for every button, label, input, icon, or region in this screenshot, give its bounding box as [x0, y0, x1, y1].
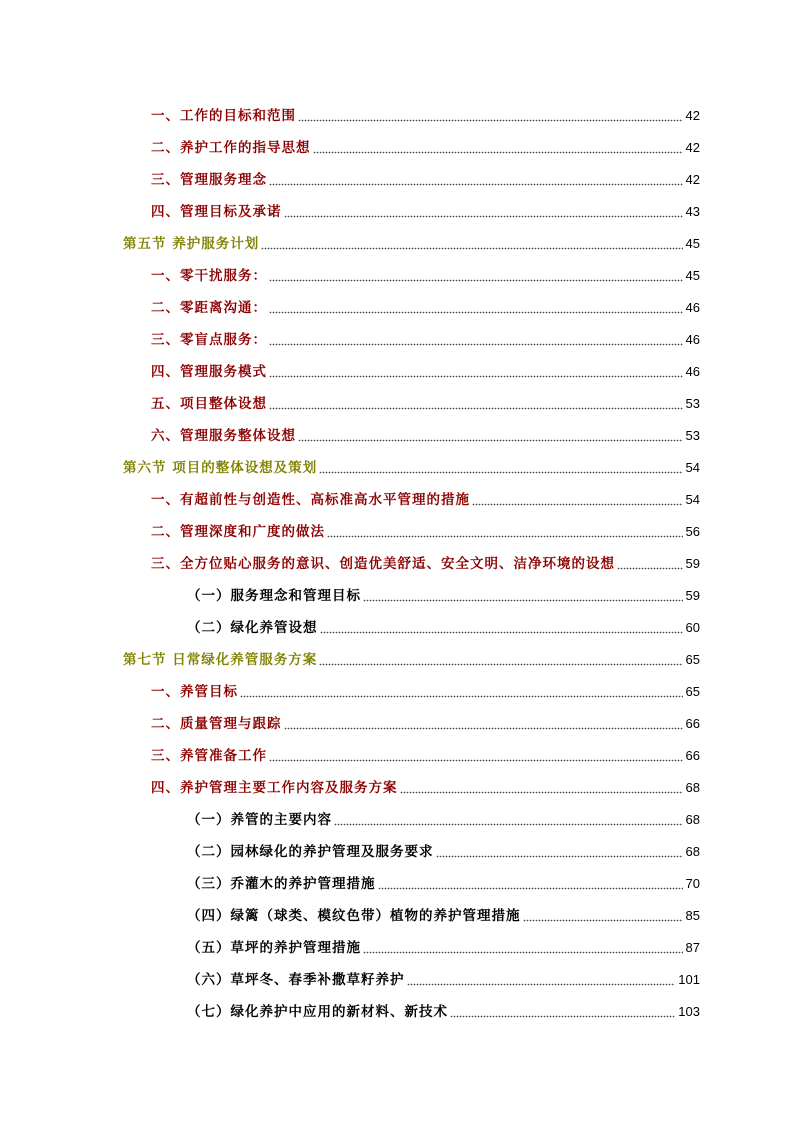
toc-leader-dots [269, 334, 683, 346]
toc-entry-page-number: 42 [685, 172, 700, 187]
toc-entry-title: 三、养管准备工作 [151, 748, 267, 764]
toc-entry-title: （一）养管的主要内容 [187, 812, 332, 828]
toc-entry-page-number: 65 [685, 684, 700, 699]
toc-leader-dots [407, 974, 676, 986]
toc-leader-dots [298, 430, 683, 442]
toc-leader-dots [400, 782, 683, 794]
toc-entry-page-number: 66 [685, 748, 700, 763]
toc-entry-title: 一、有超前性与创造性、高标准高水平管理的措施 [151, 492, 470, 508]
toc-entry-title: 一、工作的目标和范围 [151, 108, 296, 124]
toc-entry[interactable] [0, 157, 793, 189]
toc-entry[interactable] [0, 541, 793, 573]
toc-entry-title: 二、质量管理与跟踪 [151, 716, 282, 732]
toc-entry-title: （六）草坪冬、春季补撒草籽养护 [187, 972, 405, 988]
toc-leader-dots [269, 750, 683, 762]
toc-leader-dots [378, 878, 683, 890]
toc-entry-title: 六、管理服务整体设想 [151, 428, 296, 444]
toc-entry[interactable] [0, 253, 793, 285]
toc-entry-page-number: 68 [685, 780, 700, 795]
toc-entry-title: 第六节 项目的整体设想及策划 [123, 460, 318, 476]
toc-entry-title: 四、管理目标及承诺 [151, 204, 282, 220]
toc-entry-title: （五）草坪的养护管理措施 [187, 940, 361, 956]
toc-leader-dots [269, 398, 683, 410]
toc-entry-page-number: 56 [685, 524, 700, 539]
toc-entry-page-number: 101 [678, 972, 700, 987]
toc-entry-page-number: 45 [685, 268, 700, 283]
toc-leader-dots [327, 526, 683, 538]
toc-entry-title: 一、零干扰服务： [151, 268, 267, 284]
toc-entry-page-number: 54 [685, 492, 700, 507]
toc-entry[interactable] [0, 573, 793, 605]
toc-entry-title: 四、管理服务模式 [151, 364, 267, 380]
toc-entry[interactable] [0, 829, 793, 861]
toc-leader-dots [319, 462, 682, 474]
toc-entry-page-number: 43 [685, 204, 700, 219]
toc-entry-title: 二、零距离沟通： [151, 300, 267, 316]
toc-entry-page-number: 66 [685, 716, 700, 731]
toc-entry-page-number: 46 [685, 300, 700, 315]
toc-leader-dots [617, 558, 683, 570]
toc-entry-page-number: 60 [685, 620, 700, 635]
toc-entry-title: 三、全方位贴心服务的意识、创造优美舒适、安全文明、洁净环境的设想 [151, 556, 615, 572]
toc-entry[interactable] [0, 189, 793, 221]
toc-leader-dots [269, 270, 683, 282]
toc-entry-page-number: 68 [685, 844, 700, 859]
toc-entry[interactable] [0, 637, 793, 669]
toc-leader-dots [269, 174, 683, 186]
toc-entry-page-number: 46 [685, 364, 700, 379]
toc-entry[interactable] [0, 861, 793, 893]
toc-leader-dots [363, 590, 683, 602]
toc-leader-dots [450, 1006, 675, 1018]
toc-entry[interactable] [0, 605, 793, 637]
toc-entry-title: 三、管理服务理念 [151, 172, 267, 188]
toc-entry-page-number: 53 [685, 396, 700, 411]
toc-entry-page-number: 65 [685, 652, 700, 667]
toc-leader-dots [436, 846, 683, 858]
toc-entry-page-number: 59 [685, 588, 700, 603]
toc-leader-dots [240, 686, 683, 698]
toc-leader-dots [261, 238, 682, 250]
toc-leader-dots [298, 110, 683, 122]
toc-leader-dots [284, 718, 683, 730]
toc-entry-page-number: 87 [685, 940, 700, 955]
toc-leader-dots [320, 622, 683, 634]
toc-entry[interactable] [0, 413, 793, 445]
toc-entry[interactable] [0, 925, 793, 957]
toc-entry-page-number: 42 [685, 140, 700, 155]
toc-entry-page-number: 42 [685, 108, 700, 123]
toc-entry[interactable] [0, 701, 793, 733]
toc-entry-title: （七）绿化养护中应用的新材料、新技术 [187, 1004, 448, 1020]
toc-entry-page-number: 53 [685, 428, 700, 443]
toc-entry-title: 二、养护工作的指导思想 [151, 140, 311, 156]
toc-entry-page-number: 68 [685, 812, 700, 827]
toc-entry-title: （二）园林绿化的养护管理及服务要求 [187, 844, 434, 860]
toc-leader-dots [472, 494, 683, 506]
toc-entry-title: （一）服务理念和管理目标 [187, 588, 361, 604]
toc-entry-page-number: 85 [685, 908, 700, 923]
toc-entry[interactable] [0, 669, 793, 701]
toc-leader-dots [363, 942, 683, 954]
toc-entry[interactable] [0, 957, 793, 989]
toc-leader-dots [284, 206, 683, 218]
toc-leader-dots [269, 302, 683, 314]
toc-leader-dots [334, 814, 683, 826]
toc-entry[interactable] [0, 733, 793, 765]
toc-entry[interactable] [0, 509, 793, 541]
toc-entry-title: （三）乔灌木的养护管理措施 [187, 876, 376, 892]
toc-entry-title: 三、零盲点服务： [151, 332, 267, 348]
toc-entry[interactable] [0, 125, 793, 157]
toc-entry-title: 第七节 日常绿化养管服务方案 [123, 652, 318, 668]
toc-entry[interactable] [0, 93, 793, 125]
toc-entry[interactable] [0, 221, 793, 253]
toc-leader-dots [313, 142, 683, 154]
toc-leader-dots [269, 366, 683, 378]
toc-entry[interactable] [0, 381, 793, 413]
toc-entry[interactable] [0, 797, 793, 829]
toc-entry[interactable] [0, 285, 793, 317]
toc-entry-title: 二、管理深度和广度的做法 [151, 524, 325, 540]
toc-entry[interactable] [0, 477, 793, 509]
toc-entry[interactable] [0, 765, 793, 797]
toc-entry[interactable] [0, 349, 793, 381]
toc-entry-page-number: 103 [678, 1004, 700, 1019]
toc-entry[interactable] [0, 317, 793, 349]
toc-entry[interactable] [0, 893, 793, 925]
toc-entry[interactable] [0, 445, 793, 477]
toc-entry-title: （四）绿篱（球类、模纹色带）植物的养护管理措施 [187, 908, 521, 924]
toc-entry-title: 四、养护管理主要工作内容及服务方案 [151, 780, 398, 796]
toc-entry-page-number: 45 [685, 236, 700, 251]
toc-leader-dots [523, 910, 683, 922]
toc-entry-title: 五、项目整体设想 [151, 396, 267, 412]
toc-leader-dots [319, 654, 682, 666]
toc-entry-title: （二）绿化养管设想 [187, 620, 318, 636]
toc-entry-page-number: 54 [685, 460, 700, 475]
toc-entry-page-number: 46 [685, 332, 700, 347]
toc-entry-page-number: 59 [685, 556, 700, 571]
toc-entry-title: 第五节 养护服务计划 [123, 236, 260, 252]
toc-entry[interactable] [0, 989, 793, 1021]
toc-entry-page-number: 70 [685, 876, 700, 891]
toc-entry-title: 一、养管目标 [151, 684, 238, 700]
